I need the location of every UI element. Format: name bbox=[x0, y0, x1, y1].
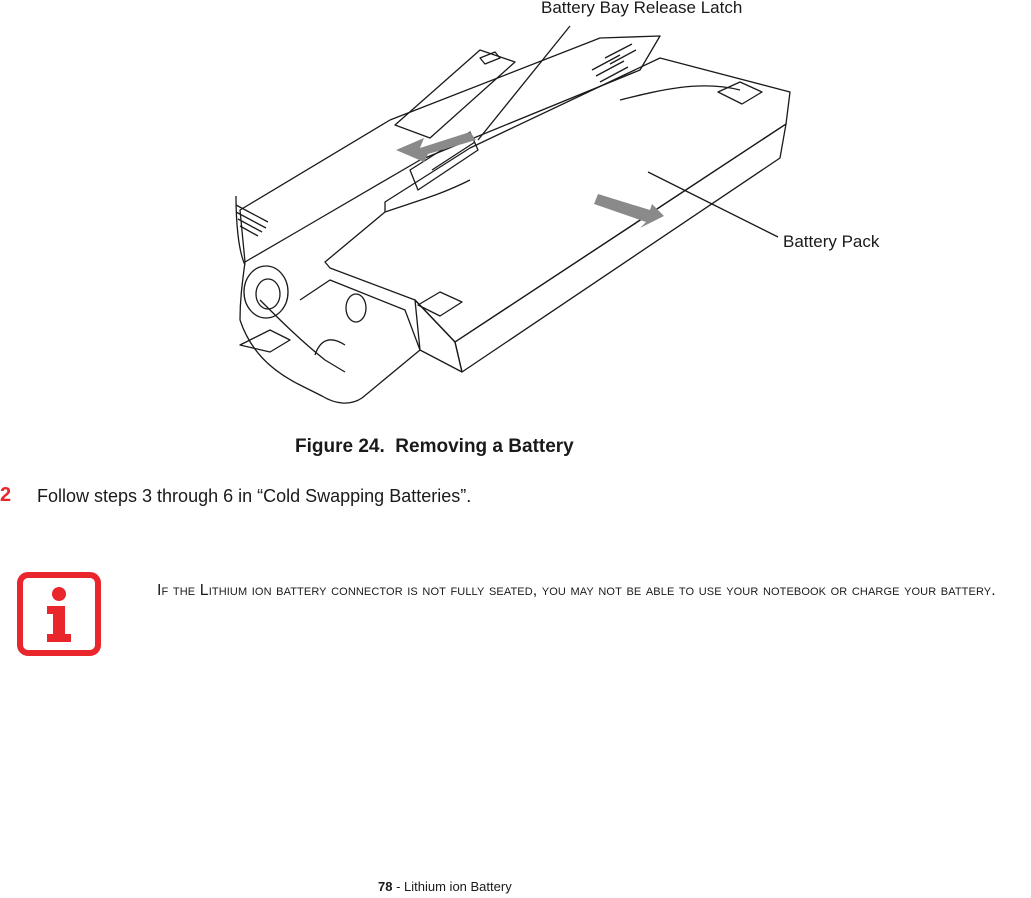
laptop-base-outline bbox=[240, 36, 660, 262]
battery-illustration bbox=[0, 0, 1031, 420]
caution-note bbox=[0, 570, 1031, 660]
pack-callout-label: Battery Pack bbox=[783, 232, 880, 251]
battery-removal-figure bbox=[0, 0, 1031, 420]
instruction-step bbox=[0, 484, 1031, 514]
battery-pack-outline bbox=[325, 58, 790, 342]
latch-arrow bbox=[396, 132, 476, 162]
step-number: 2 bbox=[0, 484, 12, 506]
footer-separator: - bbox=[392, 879, 405, 894]
note-text: If the Lithium ion battery connector is not fully seated, you may not be able to use your notebook or charge your battery. bbox=[157, 582, 996, 599]
page-number: 78 bbox=[378, 879, 393, 894]
info-icon bbox=[17, 572, 101, 656]
latch-callout-label: Battery Bay Release Latch bbox=[541, 0, 743, 17]
figure-caption: Figure 24. Removing a Battery bbox=[295, 436, 574, 457]
pack-leader-line bbox=[648, 172, 778, 237]
footer-section: Lithium ion Battery bbox=[404, 879, 512, 894]
step-text: Follow steps 3 through 6 in “Cold Swapping Batteries”. bbox=[37, 486, 472, 506]
battery-slide-arrow bbox=[594, 194, 664, 228]
